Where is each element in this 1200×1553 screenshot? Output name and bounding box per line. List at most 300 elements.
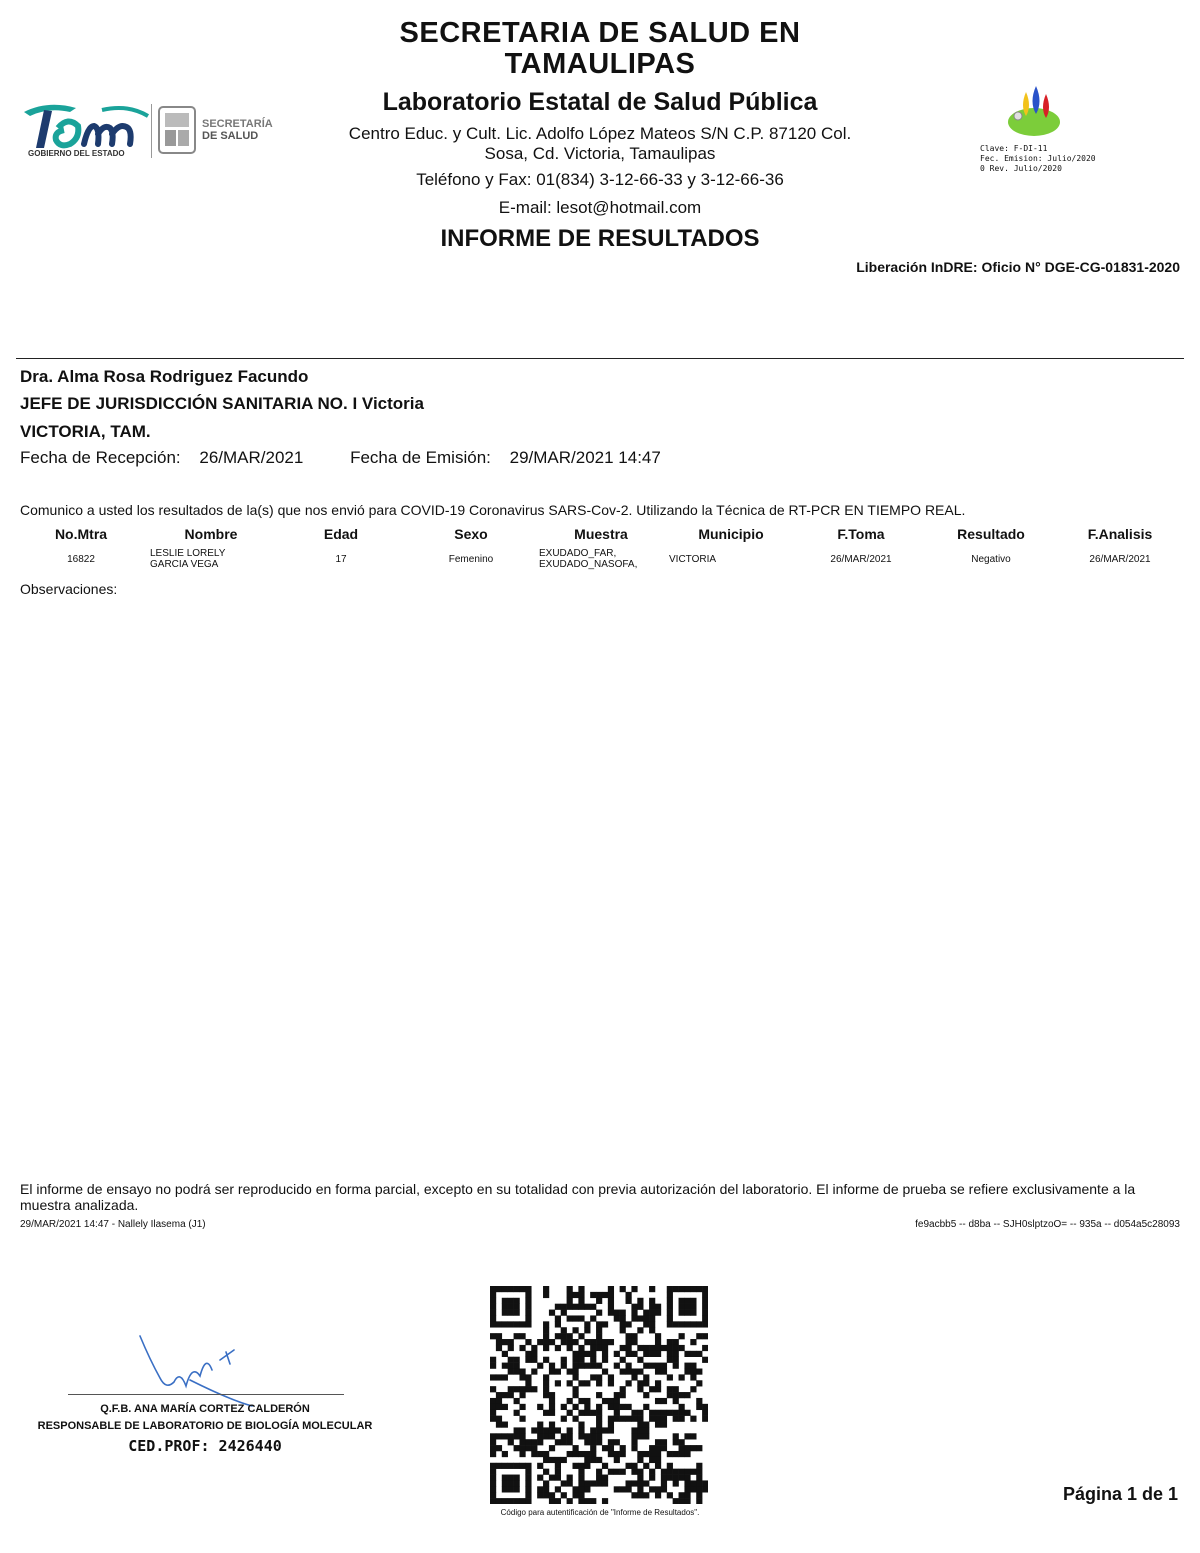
qr-module [584, 1339, 590, 1345]
qr-module [537, 1475, 543, 1481]
qr-module [649, 1416, 655, 1422]
qr-module [543, 1357, 549, 1363]
qr-module [667, 1351, 673, 1357]
qr-module [602, 1345, 608, 1351]
qr-module [584, 1327, 590, 1333]
qr-module [643, 1310, 649, 1316]
qr-module [549, 1433, 555, 1439]
qr-module [631, 1368, 637, 1374]
qr-module [696, 1286, 702, 1292]
qr-module [502, 1363, 508, 1369]
qr-module [608, 1298, 614, 1304]
qr-module [584, 1398, 590, 1404]
qr-module [578, 1351, 584, 1357]
qr-module [508, 1439, 514, 1445]
qr-module [525, 1357, 531, 1363]
qr-module [508, 1463, 514, 1469]
qr-module [620, 1469, 626, 1475]
qr-module [690, 1298, 696, 1304]
qr-module [596, 1475, 602, 1481]
qr-module [637, 1315, 643, 1321]
reception-label: Fecha de Recepción: [20, 448, 181, 467]
qr-module [667, 1392, 673, 1398]
qr-module [696, 1486, 702, 1492]
qr-module [543, 1380, 549, 1386]
qr-module [502, 1339, 508, 1345]
qr-module [508, 1475, 514, 1481]
qr-module [696, 1380, 702, 1386]
qr-module [649, 1321, 655, 1327]
qr-module [490, 1298, 496, 1304]
recipient-name: Dra. Alma Rosa Rodriguez Facundo [20, 367, 309, 386]
qr-module [631, 1469, 637, 1475]
qr-module [508, 1339, 514, 1345]
qr-module [572, 1486, 578, 1492]
qr-module [578, 1427, 584, 1433]
qr-module [655, 1486, 661, 1492]
qr-module [614, 1398, 620, 1404]
qr-module [637, 1345, 643, 1351]
qr-module [649, 1315, 655, 1321]
qr-module [561, 1304, 567, 1310]
qr-module [608, 1398, 614, 1404]
qr-module [578, 1433, 584, 1439]
qr-module [502, 1392, 508, 1398]
qr-module [620, 1310, 626, 1316]
qr-module [649, 1286, 655, 1292]
qr-module [620, 1357, 626, 1363]
qr-module [649, 1327, 655, 1333]
qr-module [561, 1416, 567, 1422]
qr-module [620, 1321, 626, 1327]
qr-module [531, 1439, 537, 1445]
qr-module [673, 1351, 679, 1357]
gov-subtext: GOBIERNO DEL ESTADO [28, 149, 125, 158]
qr-module [502, 1404, 508, 1410]
qr-module [567, 1480, 573, 1486]
qr-module [626, 1363, 632, 1369]
qr-module [490, 1363, 496, 1369]
qr-module [549, 1339, 555, 1345]
qr-module [667, 1492, 673, 1498]
col-header: F.Toma [837, 526, 885, 542]
qr-module [519, 1333, 525, 1339]
qr-module [684, 1469, 690, 1475]
qr-module [631, 1480, 637, 1486]
qr-module [631, 1333, 637, 1339]
qr-module [590, 1351, 596, 1357]
qr-module [590, 1345, 596, 1351]
qr-module [584, 1486, 590, 1492]
qr-module [578, 1492, 584, 1498]
qr-module [567, 1315, 573, 1321]
disclaimer: El informe de ensayo no podrá ser reproducido en forma parcial, excepto en su totalidad con previa autorización del laboratorio. El informe de prueba se refiere exclusivamente a la muestra analizada. [20, 1181, 1136, 1213]
sec-line1: SECRETARÍA [202, 118, 273, 130]
qr-module [502, 1304, 508, 1310]
qr-module [490, 1321, 496, 1327]
qr-module [519, 1345, 525, 1351]
qr-code [490, 1286, 708, 1504]
qr-module [649, 1445, 655, 1451]
qr-module [514, 1286, 520, 1292]
qr-module [519, 1427, 525, 1433]
qr-module [626, 1339, 632, 1345]
qr-module [514, 1333, 520, 1339]
col-header: No.Mtra [54, 526, 108, 542]
qr-module [679, 1475, 685, 1481]
qr-module [514, 1363, 520, 1369]
qr-module [531, 1386, 537, 1392]
qr-module [684, 1433, 690, 1439]
main-title [300, 18, 900, 80]
qr-module [578, 1286, 584, 1292]
qr-module [690, 1445, 696, 1451]
qr-module [490, 1445, 496, 1451]
qr-module [702, 1321, 708, 1327]
qr-module [673, 1410, 679, 1416]
qr-module [620, 1345, 626, 1351]
qr-module [690, 1286, 696, 1292]
qr-module [561, 1339, 567, 1345]
qr-module [525, 1492, 531, 1498]
qr-module [637, 1469, 643, 1475]
qr-module [496, 1463, 502, 1469]
qr-module [655, 1380, 661, 1386]
qr-module [655, 1351, 661, 1357]
qr-module [696, 1445, 702, 1451]
qr-module [696, 1463, 702, 1469]
lab-rev: 0 Rev. Julio/2020 [980, 164, 1062, 173]
qr-module [655, 1463, 661, 1469]
qr-module [543, 1286, 549, 1292]
qr-module [584, 1304, 590, 1310]
qr-module [643, 1315, 649, 1321]
qr-module [655, 1445, 661, 1451]
qr-module [620, 1386, 626, 1392]
qr-module [626, 1480, 632, 1486]
qr-module [637, 1380, 643, 1386]
qr-module [649, 1363, 655, 1369]
qr-module [567, 1304, 573, 1310]
qr-module [626, 1292, 632, 1298]
qr-module [702, 1357, 708, 1363]
qr-module [614, 1310, 620, 1316]
qr-module [502, 1422, 508, 1428]
qr-module [572, 1363, 578, 1369]
qr-module [679, 1492, 685, 1498]
qr-module [508, 1433, 514, 1439]
qr-module [584, 1321, 590, 1327]
qr-module [502, 1451, 508, 1457]
qr-module [631, 1427, 637, 1433]
qr-module [637, 1475, 643, 1481]
qr-module [572, 1315, 578, 1321]
qr-module [614, 1315, 620, 1321]
qr-module [649, 1298, 655, 1304]
qr-module [667, 1304, 673, 1310]
qr-module [578, 1333, 584, 1339]
qr-module [690, 1339, 696, 1345]
qr-module [631, 1416, 637, 1422]
phone: Teléfono y Fax: 01(834) 3-12-66-33 y 3-12-66-36 [416, 170, 784, 189]
qr-module [696, 1492, 702, 1498]
cell-nombre [146, 544, 276, 574]
qr-module [655, 1439, 661, 1445]
qr-module [508, 1321, 514, 1327]
qr-module [643, 1433, 649, 1439]
qr-module [661, 1410, 667, 1416]
qr-module [514, 1304, 520, 1310]
qr-module [496, 1398, 502, 1404]
col-header: Sexo [454, 526, 488, 542]
qr-module [502, 1475, 508, 1481]
qr-module [531, 1351, 537, 1357]
qr-module [525, 1498, 531, 1504]
qr-module [684, 1351, 690, 1357]
qr-module [531, 1451, 537, 1457]
title-line2: TAMAULIPAS [504, 48, 696, 80]
qr-module [602, 1445, 608, 1451]
qr-module [508, 1345, 514, 1351]
qr-module [667, 1292, 673, 1298]
qr-module [661, 1363, 667, 1369]
qr-module [702, 1404, 708, 1410]
qr-module [608, 1451, 614, 1457]
qr-module [543, 1339, 549, 1345]
qr-module [502, 1486, 508, 1492]
qr-module [643, 1451, 649, 1457]
qr-module [519, 1386, 525, 1392]
qr-module [655, 1310, 661, 1316]
qr-module [596, 1416, 602, 1422]
qr-module [667, 1286, 673, 1292]
qr-module [561, 1363, 567, 1369]
qr-code-icon [490, 1286, 708, 1504]
qr-module [596, 1427, 602, 1433]
cell-no-mtra: 16822 [67, 553, 95, 565]
qr-module [679, 1416, 685, 1422]
qr-module [643, 1422, 649, 1428]
qr-module [502, 1463, 508, 1469]
qr-module [549, 1422, 555, 1428]
qr-module [567, 1475, 573, 1481]
qr-module [690, 1469, 696, 1475]
qr-module [649, 1469, 655, 1475]
qr-module [490, 1310, 496, 1316]
qr-module [572, 1451, 578, 1457]
qr-module [578, 1345, 584, 1351]
qr-module [596, 1457, 602, 1463]
qr-module [519, 1404, 525, 1410]
cell-municipio: VICTORIA [669, 553, 717, 565]
qr-module [525, 1380, 531, 1386]
qr-module [643, 1480, 649, 1486]
qr-module [549, 1368, 555, 1374]
qr-module [690, 1386, 696, 1392]
qr-module [555, 1321, 561, 1327]
qr-module [637, 1451, 643, 1457]
qr-module [631, 1374, 637, 1380]
qr-module [602, 1475, 608, 1481]
qr-module [696, 1480, 702, 1486]
qr-module [590, 1498, 596, 1504]
qr-module [602, 1339, 608, 1345]
nombre-line2: GARCIA VEGA [150, 559, 219, 570]
qr-module [690, 1321, 696, 1327]
qr-module [525, 1292, 531, 1298]
qr-module [567, 1292, 573, 1298]
col-header: Nombre [184, 526, 238, 542]
qr-module [614, 1416, 620, 1422]
qr-module [514, 1427, 520, 1433]
qr-module [502, 1480, 508, 1486]
cell-resultado: Negativo [971, 553, 1011, 565]
qr-module [596, 1339, 602, 1345]
qr-module [555, 1463, 561, 1469]
qr-module [514, 1433, 520, 1439]
qr-module [578, 1498, 584, 1504]
email: E-mail: lesot@hotmail.com [498, 198, 702, 217]
qr-module [543, 1386, 549, 1392]
qr-module [537, 1486, 543, 1492]
qr-module [667, 1345, 673, 1351]
qr-module [673, 1498, 679, 1504]
qr-module [572, 1339, 578, 1345]
qr-module [684, 1304, 690, 1310]
qr-module [590, 1304, 596, 1310]
lab-drops-icon [1004, 82, 1064, 142]
qr-module [614, 1439, 620, 1445]
qr-module [596, 1327, 602, 1333]
qr-module [631, 1351, 637, 1357]
qr-module [525, 1439, 531, 1445]
qr-module [602, 1321, 608, 1327]
qr-module [508, 1310, 514, 1316]
qr-module [590, 1363, 596, 1369]
qr-module [537, 1427, 543, 1433]
qr-module [508, 1498, 514, 1504]
qr-module [525, 1286, 531, 1292]
qr-module [649, 1304, 655, 1310]
qr-module [496, 1416, 502, 1422]
qr-module [502, 1310, 508, 1316]
qr-module [525, 1469, 531, 1475]
footer-hash: fe9acbb5 -- d8ba -- SJH0slptzoO= -- 935a -- d054a5c28093 [915, 1219, 1180, 1230]
qr-module [537, 1433, 543, 1439]
qr-module [590, 1433, 596, 1439]
qr-module [490, 1439, 496, 1445]
qr-module [514, 1368, 520, 1374]
qr-module [549, 1392, 555, 1398]
muestra-line1: EXUDADO_FAR, [539, 548, 617, 559]
qr-module [673, 1345, 679, 1351]
qr-module [684, 1410, 690, 1416]
qr-module [549, 1363, 555, 1369]
qr-module [661, 1486, 667, 1492]
qr-module [490, 1433, 496, 1439]
qr-module [508, 1286, 514, 1292]
qr-module [620, 1404, 626, 1410]
qr-module [590, 1357, 596, 1363]
qr-module [661, 1416, 667, 1422]
qr-module [696, 1398, 702, 1404]
qr-module [667, 1475, 673, 1481]
qr-module [631, 1445, 637, 1451]
qr-module [584, 1404, 590, 1410]
qr-module [572, 1327, 578, 1333]
qr-module [496, 1404, 502, 1410]
qr-module [514, 1386, 520, 1392]
qr-module [667, 1451, 673, 1457]
qr-module [508, 1486, 514, 1492]
qr-module [561, 1439, 567, 1445]
reception-date: 26/MAR/2021 [199, 448, 304, 467]
qr-module [637, 1416, 643, 1422]
signature-line [68, 1394, 344, 1395]
qr-module [631, 1433, 637, 1439]
qr-module [667, 1315, 673, 1321]
qr-module [549, 1427, 555, 1433]
qr-module [490, 1498, 496, 1504]
qr-module [684, 1492, 690, 1498]
qr-module [620, 1286, 626, 1292]
qr-module [631, 1339, 637, 1345]
qr-module [679, 1392, 685, 1398]
qr-module [543, 1480, 549, 1486]
qr-module [543, 1486, 549, 1492]
qr-module [655, 1339, 661, 1345]
qr-module [578, 1292, 584, 1298]
qr-module [596, 1404, 602, 1410]
qr-module [567, 1433, 573, 1439]
qr-module [543, 1410, 549, 1416]
liberation-note: Liberación InDRE: Oficio N° DGE-CG-01831-2020 [856, 259, 1180, 275]
qr-module [561, 1327, 567, 1333]
qr-module [596, 1298, 602, 1304]
qr-module [643, 1363, 649, 1369]
address-line2: Sosa, Cd. Victoria, Tamaulipas [484, 144, 716, 163]
qr-module [561, 1457, 567, 1463]
qr-module [584, 1451, 590, 1457]
qr-module [508, 1480, 514, 1486]
recipient-city: VICTORIA, TAM. [20, 422, 151, 441]
qr-module [614, 1457, 620, 1463]
dates-row [20, 448, 675, 468]
qr-module [679, 1404, 685, 1410]
qr-module [572, 1463, 578, 1469]
qr-module [514, 1445, 520, 1451]
qr-module [614, 1486, 620, 1492]
qr-module [655, 1304, 661, 1310]
qr-module [490, 1398, 496, 1404]
qr-module [549, 1492, 555, 1498]
footer-timestamp: 29/MAR/2021 14:47 - Nallely Ilasema (J1) [20, 1219, 206, 1230]
qr-module [490, 1410, 496, 1416]
qr-module [684, 1363, 690, 1369]
qr-module [578, 1475, 584, 1481]
qr-module [631, 1310, 637, 1316]
qr-module [578, 1363, 584, 1369]
qr-module [490, 1416, 496, 1422]
qr-module [637, 1433, 643, 1439]
qr-module [549, 1475, 555, 1481]
qr-module [620, 1486, 626, 1492]
qr-module [567, 1333, 573, 1339]
qr-module [626, 1463, 632, 1469]
qr-module [673, 1433, 679, 1439]
qr-module [590, 1374, 596, 1380]
qr-module [655, 1333, 661, 1339]
